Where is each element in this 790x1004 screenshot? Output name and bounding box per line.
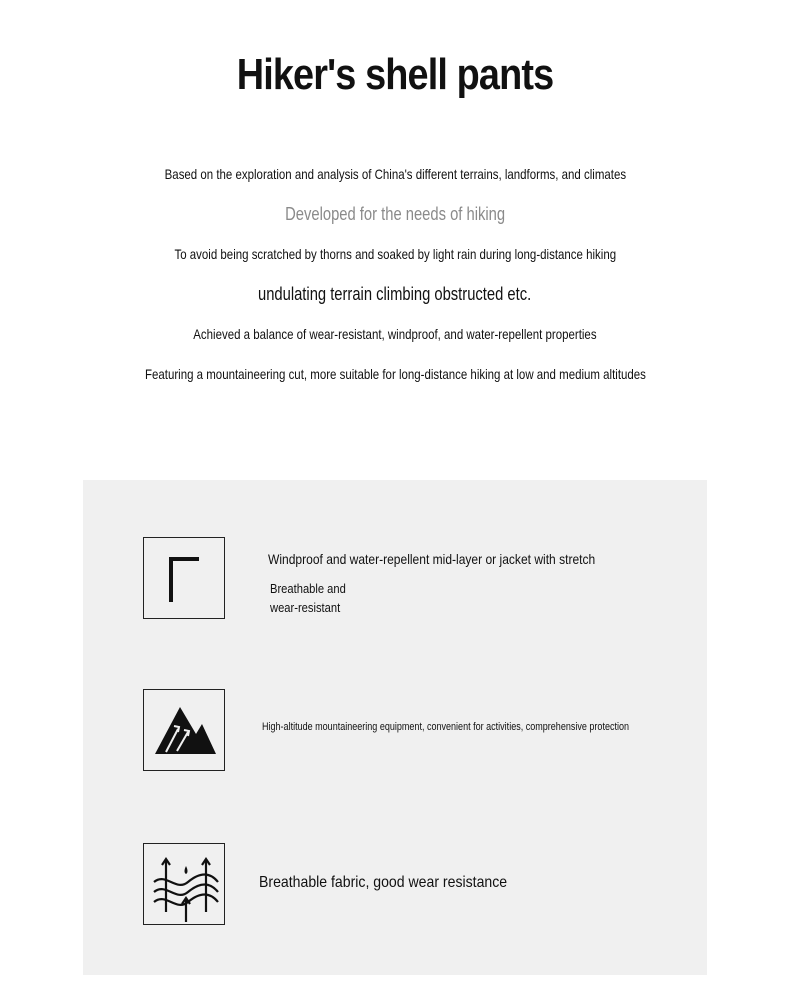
feature-breathable-fabric-title: Breathable fabric, good wear resistance — [259, 874, 508, 891]
corner-bracket-icon — [143, 537, 225, 619]
intro-line-terrain: Based on the exploration and analysis of China's different terrains, landforms, and climates — [164, 166, 626, 182]
intro-line-undulating-terrain: undulating terrain climbing obstructed etc. — [258, 284, 532, 304]
intro-line-balance: Achieved a balance of wear-resistant, windproof, and water-repellent properties — [193, 326, 597, 342]
features-panel — [83, 480, 707, 975]
intro-line-hiking-needs: Developed for the needs of hiking — [285, 204, 505, 224]
feature-windproof-title: Windproof and water-repellent mid-layer or jacket with stretch — [268, 551, 596, 567]
feature-breathable-subtitle: Breathable and wear-resistant — [270, 581, 346, 615]
breathable-fabric-icon — [143, 843, 225, 925]
page-title: Hiker's shell pants — [236, 50, 554, 99]
feature-mountaineering-title: High-altitude mountaineering equipment, convenient for activities, comprehensive protection — [262, 721, 630, 733]
intro-line-mountaineering-cut: Featuring a mountaineering cut, more suitable for long-distance hiking at low and medium altitudes — [144, 366, 646, 382]
mountain-icon — [143, 689, 225, 771]
intro-line-thorns-rain: To avoid being scratched by thorns and soaked by light rain during long-distance hiking — [174, 246, 616, 262]
